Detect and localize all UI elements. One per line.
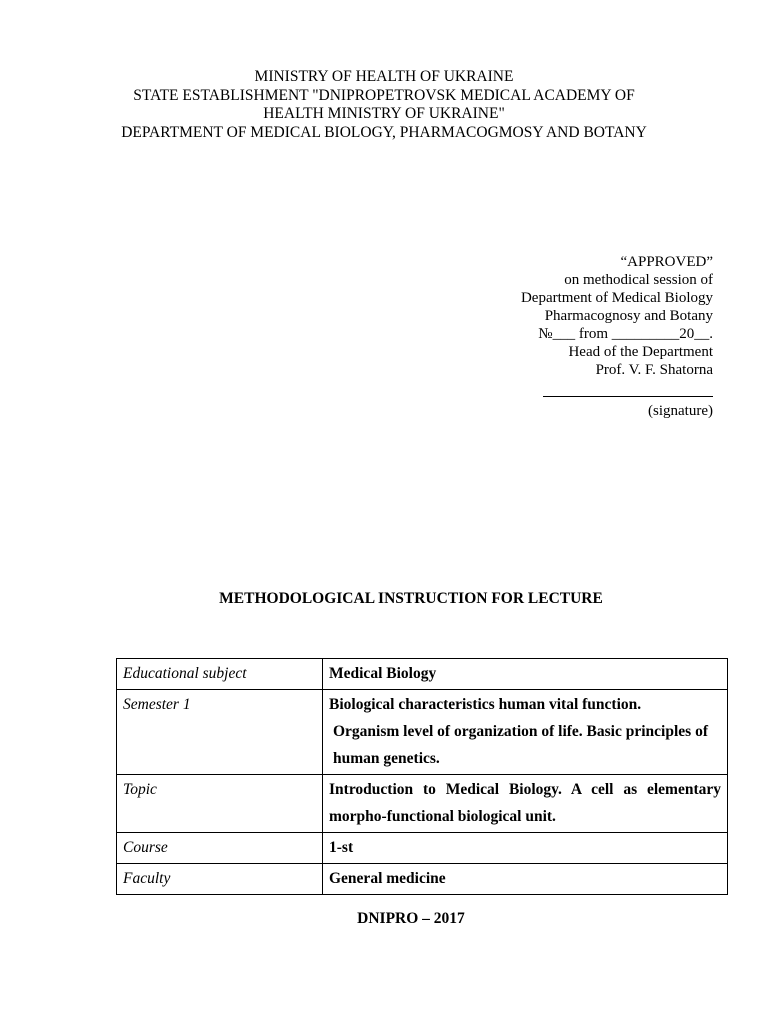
row-value: 1-st [323,833,728,864]
document-title: METHODOLOGICAL INSTRUCTION FOR LECTURE [219,590,603,607]
row-label: Topic [117,775,323,833]
row-value: Introduction to Medical Biology. A cell as elementary morpho-functional biological unit. [323,775,728,833]
signature-label: (signature) [648,403,713,419]
row-label: Course [117,833,323,864]
row-value: Medical Biology [323,659,728,690]
ministry-name: MINISTRY OF HEALTH OF UKRAINE [254,68,514,85]
establishment-name-line1: STATE ESTABLISHMENT "DNIPROPETROVSK MEDICAL ACADEMY OF [133,86,635,104]
info-table [116,658,728,895]
approval-line: Department of Medical Biology [520,290,713,306]
approval-number-date: №___ from _________20__. [538,326,713,342]
row-label: Educational subject [117,659,323,690]
semester-value-line1: Biological characteristics human vital function. [329,696,642,713]
semester-value-line2: Organism level of organization of life. Basic principles of human genetics. [333,723,708,767]
signature-line [543,396,713,397]
row-value [323,690,728,775]
department-name: DEPARTMENT OF MEDICAL BIOLOGY, PHARMACOGMOSY AND BOTANY [121,123,647,141]
document-header [0,68,768,142]
approver-name: Prof. V. F. Shatorna [595,362,713,378]
establishment-name-line2: HEALTH MINISTRY OF UKRAINE" [263,105,505,122]
approval-line: Pharmacognosy and Botany [544,308,713,324]
approval-line: Head of the Department [568,344,713,360]
row-label: Semester 1 [117,690,323,775]
row-label: Faculty [117,864,323,895]
row-value: General medicine [323,864,728,895]
table-row [117,690,728,775]
table-row [117,833,728,864]
table-row [117,659,728,690]
table-row [117,864,728,895]
approval-line: on methodical session of [564,272,713,288]
table-row [117,775,728,833]
approved-title: “APPROVED” [620,254,713,270]
footer-city-year: DNIPRO – 2017 [357,910,465,927]
approval-block [521,253,713,420]
